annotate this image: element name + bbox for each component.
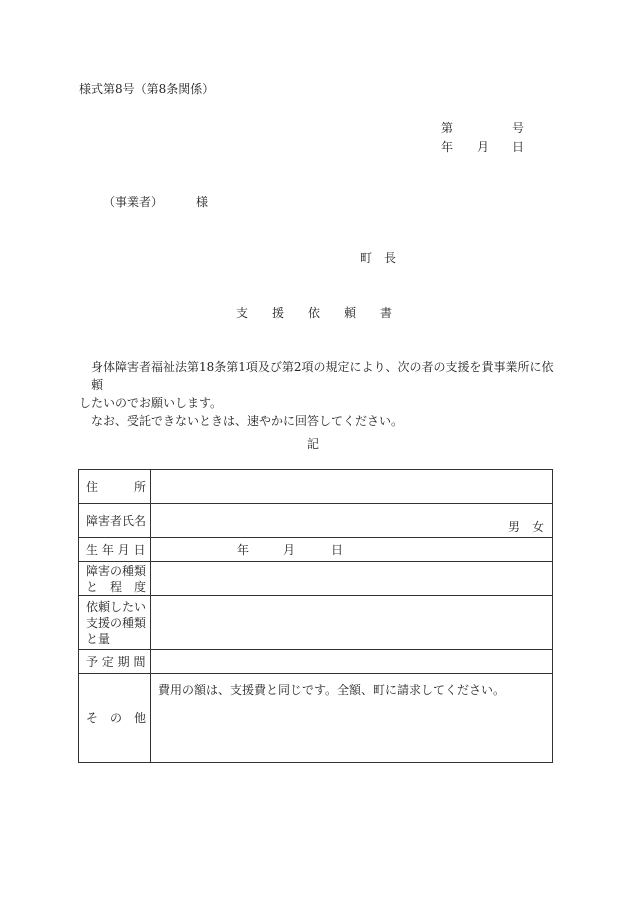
date-month: 月 <box>477 140 490 154</box>
date-year: 年 <box>441 140 454 154</box>
address-field[interactable] <box>151 470 553 504</box>
addressee-label: （事業者） <box>103 195 164 209</box>
name-label: 障害者氏名 <box>79 504 151 538</box>
support-label-line-2: 支援の種類 <box>86 615 147 630</box>
other-field[interactable] <box>151 674 553 763</box>
doc-number-prefix: 第 <box>441 121 454 135</box>
disability-label-line-1: 障害の種類 <box>86 563 147 578</box>
sender: 町 長 <box>360 251 397 265</box>
body-line-2: したいのでお願いします。 <box>79 396 223 410</box>
birth-row <box>79 538 553 562</box>
addressee-honorific: 様 <box>196 195 209 209</box>
ki-heading: 記 <box>307 437 320 451</box>
address-row <box>79 470 553 504</box>
name-row <box>79 504 553 538</box>
other-label: そ の 他 <box>79 674 151 763</box>
sex-options[interactable]: 男 女 <box>507 520 544 534</box>
date-day: 日 <box>512 140 525 154</box>
disability-field[interactable] <box>151 562 553 596</box>
period-row <box>79 650 553 674</box>
period-field[interactable] <box>151 650 553 674</box>
body-text <box>79 358 555 430</box>
birth-month: 月 <box>283 543 296 557</box>
form-number: 様式第8号（第8条関係） <box>79 82 215 96</box>
support-field[interactable] <box>151 596 553 650</box>
address-label: 住 所 <box>79 470 151 504</box>
support-label <box>79 596 151 650</box>
body-line-3: なお、受託できないときは、速やかに回答してください。 <box>91 414 404 428</box>
birth-day: 日 <box>331 543 344 557</box>
document-title: 支 援 依 頼 書 <box>236 306 393 320</box>
birth-field[interactable] <box>151 538 553 562</box>
period-label: 予 定 期 間 <box>79 650 151 674</box>
support-label-line-1: 依頼したい <box>86 599 147 614</box>
other-row <box>79 674 553 763</box>
birth-year: 年 <box>237 543 250 557</box>
disability-label-line-2: と 程 度 <box>86 579 147 594</box>
request-form-table <box>78 469 553 763</box>
name-field[interactable] <box>151 504 553 538</box>
doc-number-suffix: 号 <box>512 121 525 135</box>
disability-row <box>79 562 553 596</box>
disability-label <box>79 562 151 596</box>
other-note: 費用の額は、支援費と同じです。全額、町に請求してください。 <box>158 683 506 697</box>
birth-label: 生 年 月 日 <box>79 538 151 562</box>
body-line-1: 身体障害者福祉法第18条第1項及び第2項の規定により、次の者の支援を貴事業所に依頼 <box>91 360 554 392</box>
support-row <box>79 596 553 650</box>
support-label-line-3: と量 <box>86 631 111 646</box>
